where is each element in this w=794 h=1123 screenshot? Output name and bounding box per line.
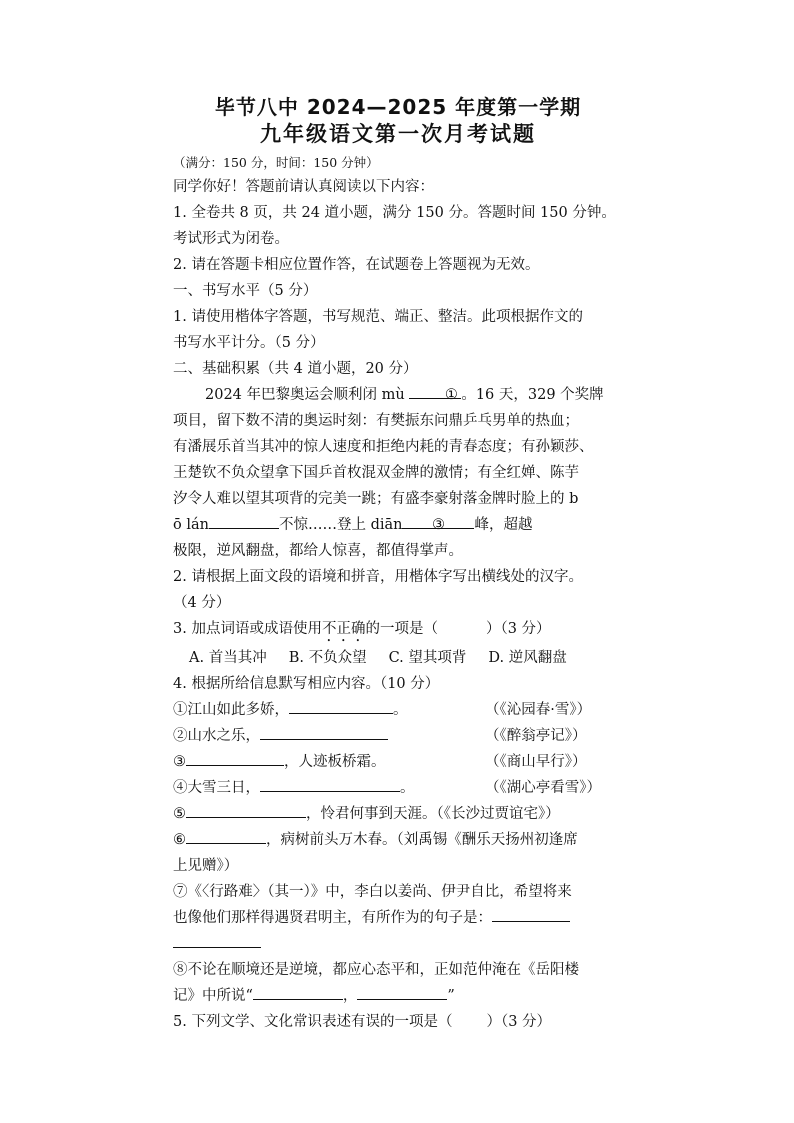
- q2-line1: 2. 请根据上面文段的语境和拼音，用楷体字写出横线处的汉字。: [173, 569, 583, 585]
- blank-1-tag: ①: [444, 387, 458, 403]
- q4-item8-line1: ⑧不论在顺境还是逆境，都应心态平和，正如范仲淹在《岳阳楼: [173, 962, 579, 978]
- q4-item3-source: （《商山早行》）: [485, 754, 587, 770]
- q3-emphasis: 不正确: [321, 621, 366, 637]
- q4-item6-line2: 上见赠》）: [173, 858, 239, 874]
- passage-line3: 有潘展乐首当其冲的惊人速度和拒绝内耗的青春态度；有孙颖莎、: [173, 439, 594, 455]
- intro-rule1-line1: 1. 全卷共 8 页，共 24 道小题，满分 150 分。答题时间 150 分钟。: [173, 205, 616, 221]
- section1-heading: 一、书写水平（5 分）: [173, 283, 318, 299]
- q4-item1: [173, 697, 623, 723]
- q4-item3: [173, 749, 623, 775]
- q4-stem: 4. 根据所给信息默写相应内容。（10 分）: [173, 676, 440, 692]
- q4-item1-text: ①江山如此多娇，: [173, 702, 289, 718]
- q4-item3-blank[interactable]: [186, 749, 284, 766]
- q1-line1: 1. 请使用楷体字答题，书写规范、端正、整洁。此项根据作文的: [173, 309, 583, 325]
- q4-item5-text: ⑤: [173, 806, 186, 822]
- exam-meta: （满分：150 分，时间：150 分钟）: [173, 155, 379, 170]
- passage-line5: 汐令人难以望其项背的完美一跳；有盛李豪射落金牌时脸上的 b: [173, 491, 579, 507]
- blank-2[interactable]: [209, 512, 279, 529]
- passage-line7: 极限，逆风翻盘，都给人惊喜，都值得掌声。: [173, 543, 463, 559]
- q4-item7-line3: [173, 931, 623, 957]
- section2-heading: 二、基础积累（共 4 道小题，20 分）: [173, 361, 418, 377]
- q4-item6-blank[interactable]: [186, 827, 266, 844]
- passage-text: 不惊……登上 diān: [278, 517, 403, 533]
- q4-item6-text: ⑥: [173, 832, 186, 848]
- q4-item8-blank1[interactable]: [253, 983, 343, 1000]
- q5-stem: [173, 1009, 623, 1035]
- q4-item7-blank[interactable]: [492, 905, 570, 922]
- q3-stem-text: 3. 加点词语或成语使用: [173, 621, 322, 637]
- q4-item8-text: 记》中所说“: [173, 988, 253, 1004]
- q4-item7-blank2[interactable]: [173, 931, 261, 948]
- passage-text: 峰，超越: [474, 517, 533, 533]
- q4-item1-end: 。: [393, 702, 408, 718]
- q5-stem-text: 5. 下列文学、文化常识表述有误的一项是（: [173, 1014, 453, 1030]
- q4-item6-end: ，病树前头万木春。（刘禹锡《酬乐天扬州初逢席: [266, 832, 578, 848]
- q4-item4-text: ④大雪三日，: [173, 780, 260, 796]
- q4-item2-text: ②山水之乐，: [173, 728, 260, 744]
- q3-option-c[interactable]: C. 望其项背: [388, 650, 467, 666]
- intro-greeting: 同学你好！答题前请认真阅读以下内容：: [173, 179, 434, 195]
- q3-stem-text: ）（3 分）: [485, 621, 551, 637]
- q1-line2: 书写水平计分。（5 分）: [173, 335, 325, 351]
- q3-option-d[interactable]: D. 逆风翻盘: [488, 650, 567, 666]
- exam-title-line1: 毕节八中 2024—2025 年度第一学期: [214, 95, 582, 119]
- q4-item4: [173, 775, 623, 801]
- q2-line2: （4 分）: [173, 595, 231, 611]
- q4-item6: [173, 827, 623, 853]
- intro-rule2: 2. 请在答题卡相应位置作答，在试题卷上答题视为无效。: [173, 257, 540, 273]
- q4-item5-blank[interactable]: [186, 801, 306, 818]
- q4-item8-end: ”: [447, 988, 455, 1004]
- q4-item2-blank[interactable]: [260, 723, 388, 740]
- q4-item1-blank[interactable]: [289, 697, 393, 714]
- exam-title-line2: 九年级语文第一次月考试题: [260, 122, 536, 146]
- q4-item3-text: ③: [173, 754, 186, 770]
- blank-1[interactable]: [409, 382, 461, 403]
- blank-3[interactable]: [402, 512, 474, 533]
- q4-item8-line2: [173, 983, 623, 1009]
- q3-stem: [173, 616, 623, 645]
- q4-item5: [173, 801, 623, 827]
- q4-item1-source: （《沁园春·雪》）: [485, 702, 592, 718]
- q4-item7-line2: [173, 905, 623, 931]
- passage-text: 。16 天，329 个奖牌: [461, 387, 604, 403]
- q4-item8-blank2[interactable]: [357, 983, 447, 1000]
- q3-stem-text: 的一项是（: [365, 621, 438, 637]
- passage-text: 2024 年巴黎奥运会顺利闭 mù: [205, 387, 405, 403]
- q5-stem-text: ）（3 分）: [486, 1014, 552, 1030]
- q4-item5-end: ，怜君何事到天涯。（《长沙过贾谊宅》）: [306, 806, 560, 822]
- q4-item2: [173, 723, 623, 749]
- q4-item7-line1: ⑦《〈行路难〉（其一）》中，李白以姜尚、伊尹自比，希望将来: [173, 884, 572, 900]
- q4-item2-source: （《醉翁亭记》）: [485, 728, 587, 744]
- q4-item3-end: ，人迹板桥霜。: [284, 754, 386, 770]
- q4-item4-source: （《湖心亭看雪》）: [485, 780, 601, 796]
- passage-line2: 项目，留下数不清的奥运时刻：有樊振东问鼎乒乓男单的热血；: [173, 413, 579, 429]
- exam-sheet: [173, 94, 623, 1035]
- passage-line6: [173, 512, 623, 538]
- passage-line4: 王楚钦不负众望拿下国乒首枚混双金牌的激情；有全红婵、陈芋: [173, 465, 579, 481]
- q4-item4-blank[interactable]: [260, 775, 400, 792]
- q4-item8-comma: ，: [342, 988, 358, 1004]
- passage-line1: [173, 382, 623, 408]
- intro-rule1-line2: 考试形式为闭卷。: [173, 231, 289, 247]
- q3-options: [173, 645, 623, 671]
- q4-item7-text: 也像他们那样得遇贤君明主，有所作为的句子是：: [173, 910, 492, 926]
- q3-option-a[interactable]: A. 首当其冲: [189, 650, 267, 666]
- q3-option-b[interactable]: B. 不负众望: [288, 650, 367, 666]
- blank-3-tag: ③: [431, 517, 445, 533]
- passage-text: ō lán: [173, 517, 209, 533]
- q4-item4-end: 。: [400, 780, 415, 796]
